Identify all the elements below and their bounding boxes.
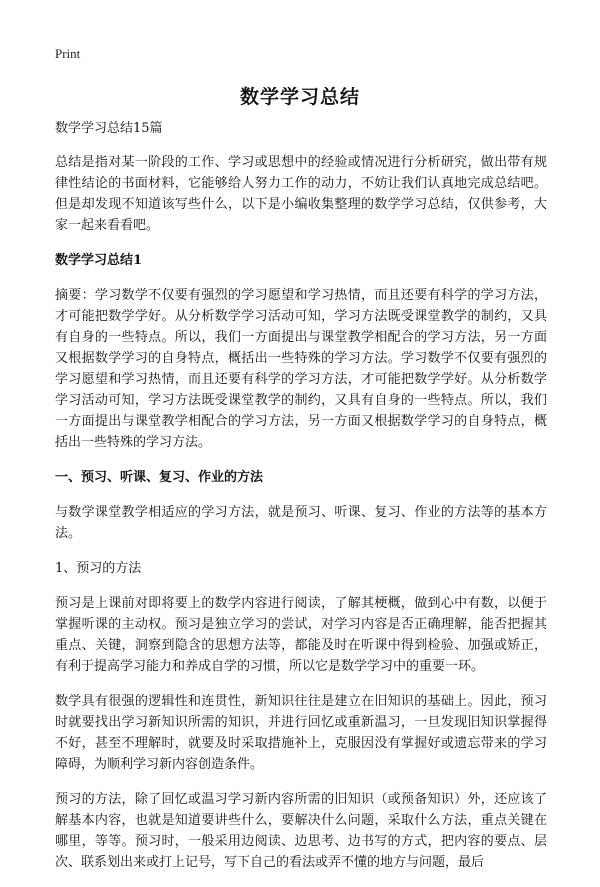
- section-heading: 数学学习总结1: [55, 253, 143, 268]
- print-label: Print: [55, 46, 81, 61]
- document-title: 数学学习总结: [239, 86, 360, 108]
- body-paragraph: 数学具有很强的逻辑性和连贯性，新知识往往是建立在旧知识的基础上。因此，预习时就要找出学习新知识所需的知识，并进行回忆或重新温习，一旦发现旧知识掌握得不好，甚至不理解时，就要及时采取措施补上，克服因没有掌握好或遗忘带来的学习障碍，为顺利学习新内容创造条件。: [55, 694, 547, 772]
- part-intro-paragraph: 与数学课堂教学相适应的学习方法，就是预习、听课、复习、作业的方法等的基本方法。: [55, 505, 547, 541]
- abstract-paragraph: 摘要：学习数学不仅要有强烈的学习愿望和学习热情，而且还要有科学的学习方法，才可能把数学学好。从分析数学学习活动可知，学习方法既受课堂教学的制约，又具有自身的一些特点。所以，我们一方面提出与课堂教学相配合的学习方法，另一方面又根据数学学习的自身特点，概括出一些特殊的学习方法。学习数学不仅要有强烈的学习愿望和学习热情，而且还要有科学的学习方法，才可能把数学学好。从分析数学学习活动可知，学习方法既受课堂教学的制约，又具有自身的一些特点。所以，我们一方面提出与课堂教学相配合的学习方法，另一方面又根据数学学习的自身特点，概括出一些特殊的学习方法。: [55, 288, 547, 450]
- subsection-heading: 1、预习的方法: [55, 561, 142, 576]
- intro-paragraph: 总结是指对某一阶段的工作、学习或思想中的经验或情况进行分析研究，做出带有规律性结论的书面材料，它能够给人努力工作的动力，不妨让我们认真地完成总结吧。但是却发现不知道该写些什么，以下是小编收集整理的数学学习总结，仅供参考，大家一起来看看吧。: [55, 155, 547, 233]
- body-paragraph: 预习是上课前对即将要上的数学内容进行阅读，了解其梗概，做到心中有数，以便于掌握听课的主动权。预习是独立学习的尝试，对学习内容是否正确理解，能否把握其重点、关键，洞察到隐含的思想方法等，都能及时在听课中得到检验、加强或矫正，有利于提高学习能力和养成自学的习惯，所以它是数学学习中的重要一环。: [55, 596, 547, 674]
- document-body: [55, 118, 547, 887]
- part-heading: 一、预习、听课、复习、作业的方法: [55, 470, 264, 485]
- body-paragraph: 预习的方法，除了回忆或温习学习新内容所需的旧知识（或预备知识）外，还应该了解基本内容，也就是知道要讲些什么，要解决什么问题，采取什么方法，重点关键在哪里，等等。预习时，一般采用边阅读、边思考、边书写的方式，把内容的要点、层次、联系划出来或打上记号，写下自己的看法或弄不懂的地方与问题，最后: [55, 792, 547, 870]
- document-subtitle: 数学学习总结15篇: [55, 121, 163, 136]
